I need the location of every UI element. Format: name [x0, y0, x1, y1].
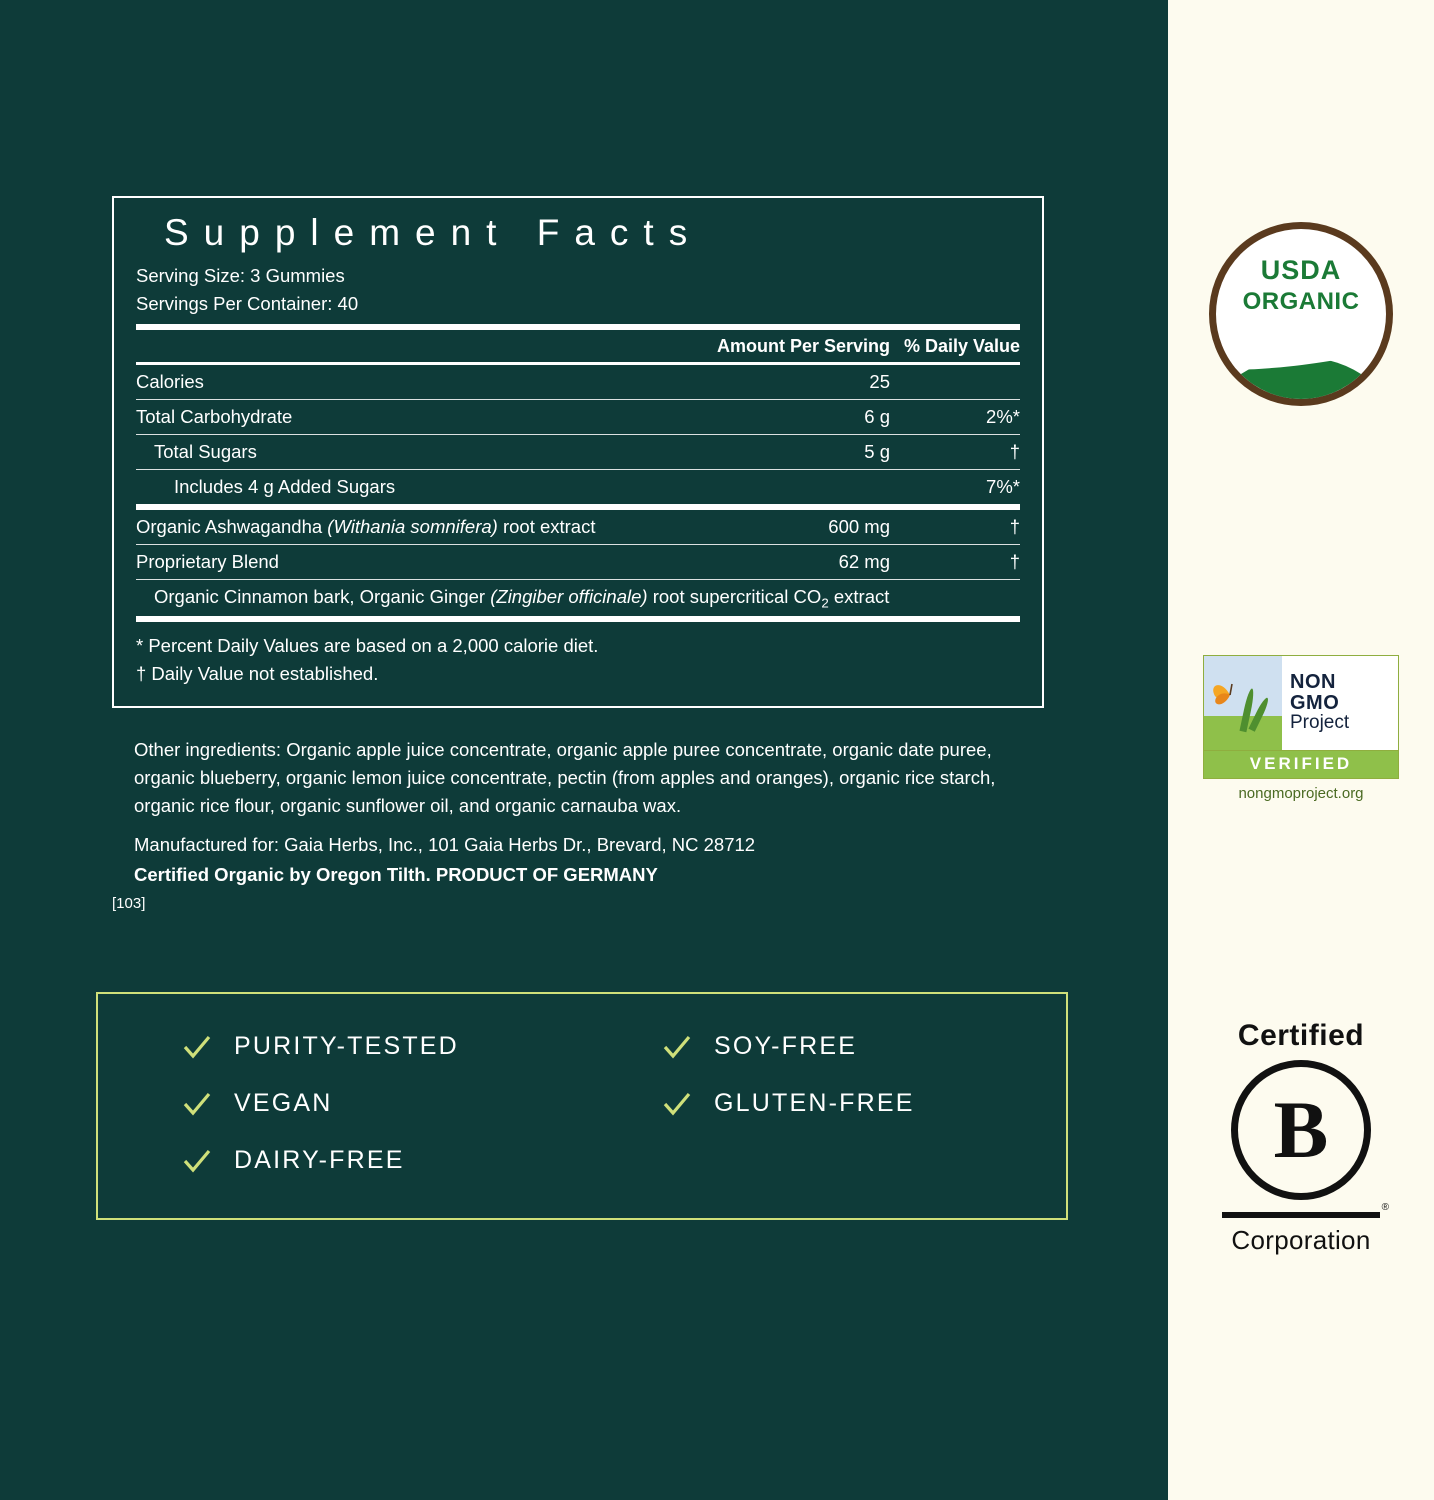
gmo-label: GMO — [1290, 691, 1340, 714]
check-icon — [662, 1032, 692, 1062]
row-dv: 2%* — [890, 399, 1020, 434]
blend-post: root supercritical CO — [647, 585, 822, 607]
claim-dairy-free — [182, 1132, 662, 1189]
row-amount: 600 mg — [690, 507, 890, 545]
blend-pre: Organic Cinnamon bark, Organic Ginger — [154, 585, 491, 607]
claim-label: VEGAN — [234, 1089, 333, 1117]
table-row — [136, 544, 1020, 579]
label-code: [103] — [112, 895, 146, 912]
header-amount-per-serving: Amount Per Serving — [690, 330, 890, 364]
serving-size: Serving Size: 3 Gummies — [136, 265, 345, 286]
non-gmo-badge — [1168, 655, 1434, 802]
blend-ingredients — [136, 579, 1020, 619]
claim-vegan — [182, 1075, 662, 1132]
non-gmo-icon — [1203, 655, 1399, 751]
other-ingredients: Other ingredients: Organic apple juice concentrate, organic apple puree concentrate, organic date puree, organic blueberry, organic lemon juice concentrate, pectin (from apples and oranges), organic rice starch, organic rice flour, organic sunflower oil, and organic carnauba wax. — [134, 739, 996, 817]
table-row — [136, 469, 1020, 507]
claim-label: PURITY-TESTED — [234, 1032, 459, 1060]
row-name-italic: (Withania somnifera) — [327, 515, 498, 537]
claims-box — [96, 992, 1068, 1220]
row-name: Calories — [136, 363, 690, 399]
usda-organic-icon — [1209, 222, 1393, 406]
blend-italic: (Zingiber officinale) — [490, 585, 648, 607]
row-name: Total Carbohydrate — [136, 399, 690, 434]
row-name-post: root extract — [497, 515, 596, 537]
row-amount — [690, 469, 890, 507]
table-row — [136, 363, 1020, 399]
row-amount: 6 g — [690, 399, 890, 434]
row-dv: 7%* — [890, 469, 1020, 507]
certifications-panel — [1168, 0, 1434, 1500]
certified-organic-line: Certified Organic by Oregon Tilth. PRODUCT OF GERMANY — [134, 863, 658, 885]
b-corp-underline — [1222, 1201, 1389, 1218]
usda-label: USDA — [1260, 255, 1342, 285]
row-dv — [890, 363, 1020, 399]
servings-per-container: Servings Per Container: 40 — [136, 292, 359, 314]
row-name: Includes 4 g Added Sugars — [136, 469, 690, 507]
row-amount: 25 — [690, 363, 890, 399]
blend-end: extract — [828, 585, 890, 607]
registered-mark: ® — [1381, 1201, 1389, 1213]
usda-organic-badge — [1168, 222, 1434, 406]
row-dv: † — [890, 544, 1020, 579]
butterfly-icon — [1210, 678, 1250, 712]
row-name: Total Sugars — [136, 434, 690, 469]
claim-label: GLUTEN-FREE — [714, 1089, 915, 1117]
proprietary-blend-detail-row — [136, 579, 1020, 619]
check-icon — [662, 1089, 692, 1119]
row-name-pre: Organic Ashwagandha — [136, 515, 328, 537]
table-header-row — [136, 330, 1020, 364]
b-corp-badge — [1168, 1020, 1434, 1256]
non-gmo-illustration — [1204, 656, 1282, 750]
claim-soy-free — [662, 1018, 1066, 1075]
table-row — [136, 434, 1020, 469]
supplement-facts-box — [112, 196, 1044, 708]
table-row — [136, 507, 1020, 545]
manufacturer-info — [134, 830, 1034, 889]
footnote-dv-not-established: † Daily Value not established. — [136, 662, 379, 684]
footnote-daily-value-basis: * Percent Daily Values are based on a 2,000 calorie diet. — [136, 635, 599, 657]
row-amount: 62 mg — [690, 544, 890, 579]
supplement-facts-title: Supplement Facts — [164, 212, 703, 253]
header-blank — [136, 330, 690, 364]
organic-label: ORGANIC — [1242, 288, 1360, 315]
certified-label: Certified — [1237, 1019, 1365, 1052]
claim-label: DAIRY-FREE — [234, 1146, 405, 1174]
b-letter: B — [1273, 1083, 1329, 1175]
check-icon — [182, 1146, 212, 1176]
b-corp-icon — [1231, 1060, 1371, 1200]
table-row — [136, 399, 1020, 434]
claim-label: SOY-FREE — [714, 1032, 858, 1060]
supplement-facts-table — [136, 330, 1020, 623]
row-amount: 5 g — [690, 434, 890, 469]
non-label: NON — [1290, 671, 1336, 694]
blend-subscript: 2 — [821, 595, 829, 611]
verified-label: VERIFIED — [1203, 751, 1399, 779]
corporation-label: Corporation — [1231, 1224, 1371, 1255]
check-icon — [182, 1089, 212, 1119]
project-label: Project — [1290, 711, 1350, 733]
check-icon — [182, 1032, 212, 1062]
claim-gluten-free — [662, 1075, 1066, 1132]
manufactured-for: Manufactured for: Gaia Herbs, Inc., 101 Gaia Herbs Dr., Brevard, NC 28712 — [134, 834, 756, 855]
row-dv: † — [890, 507, 1020, 545]
header-daily-value: % Daily Value — [890, 330, 1020, 364]
row-dv: † — [890, 434, 1020, 469]
claim-purity-tested — [182, 1018, 662, 1075]
non-gmo-url: nongmoproject.org — [1238, 785, 1364, 802]
row-name: Proprietary Blend — [136, 544, 690, 579]
row-name — [136, 507, 690, 545]
